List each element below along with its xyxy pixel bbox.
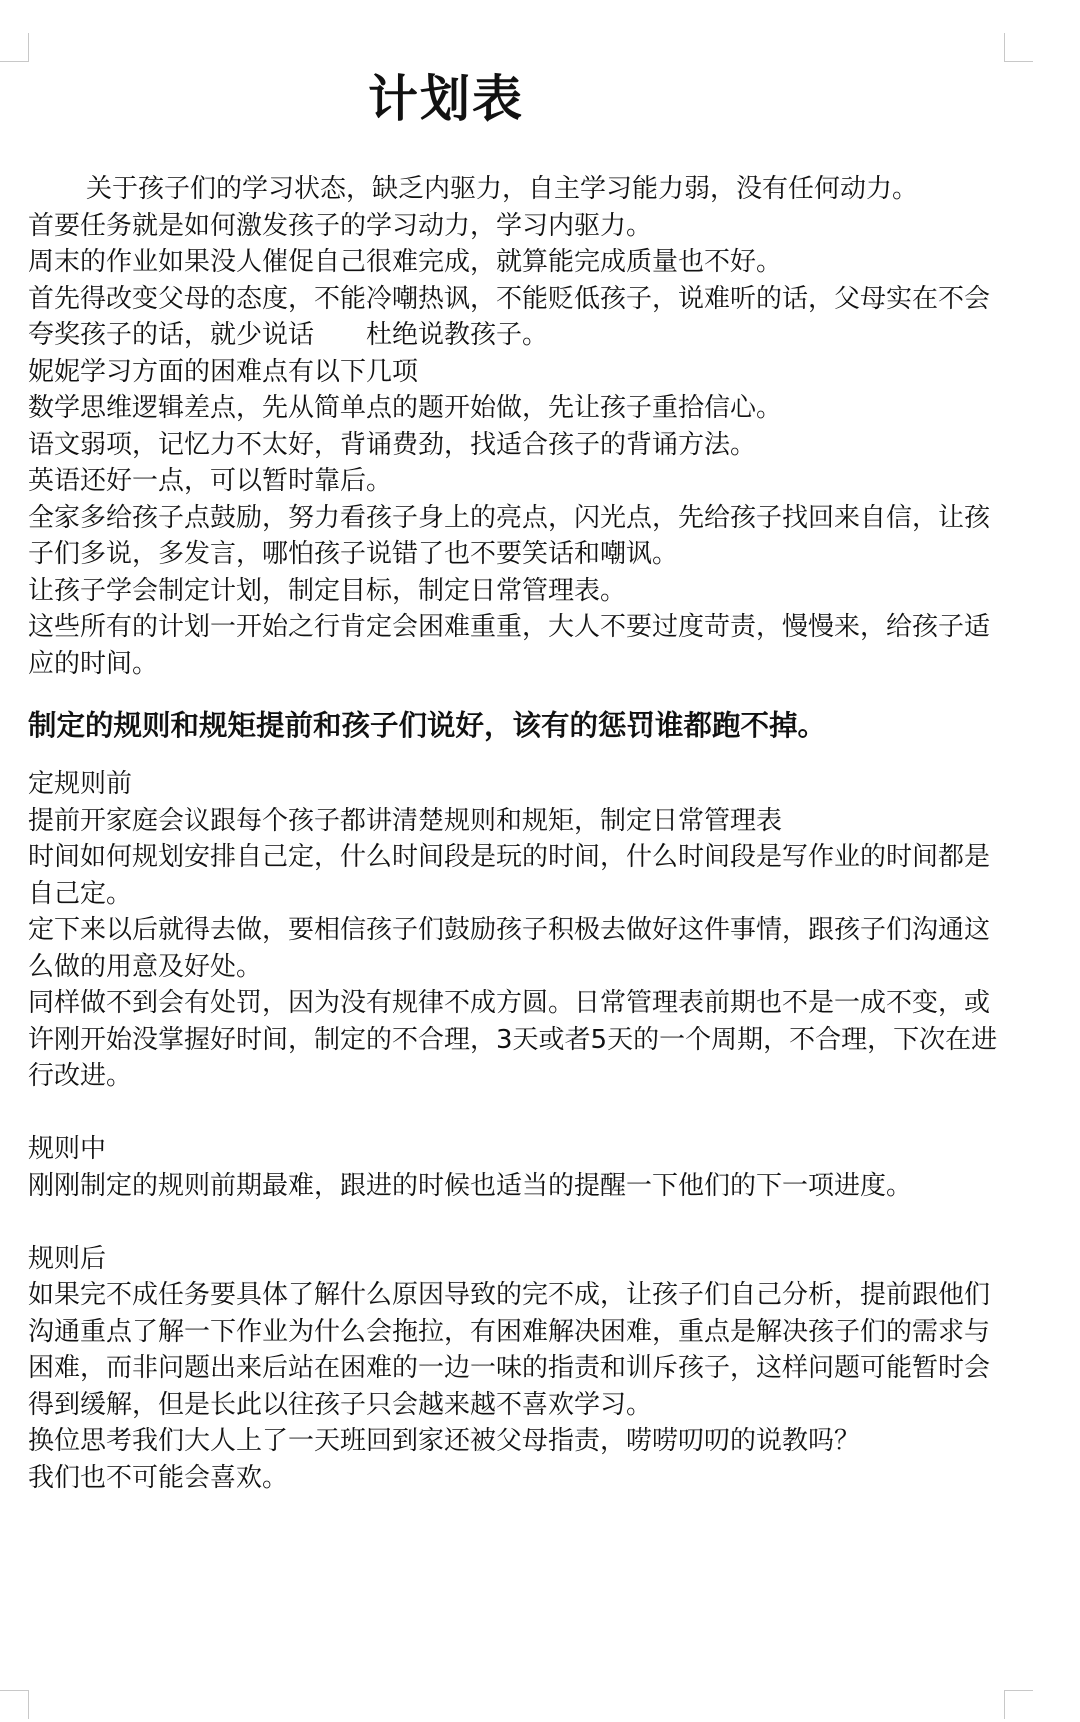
paragraph: 换位思考我们大人上了一天班回到家还被父母指责，唠唠叨叨的说教吗？ xyxy=(28,1426,861,1456)
paragraph: 首先得改变父母的态度，不能冷嘲热讽，不能贬低孩子，说难听的话，父母实在不会夸奖孩子的话，就少说话 杜绝说教孩子。 xyxy=(28,283,991,350)
paragraph: 首要任务就是如何激发孩子的学习动力，学习内驱力。 xyxy=(28,210,653,241)
paragraph: 同样做不到会有处罚，因为没有规律不成方圆。日常管理表前期也不是一成不变，或许刚开始没掌握好时间，制定的不合理，3天或者5天的一个周期，不合理，下次在进行改进。 xyxy=(28,988,998,1091)
emphasis-heading: 制定的规则和规矩提前和孩子们说好，该有的惩罚谁都跑不掉。 xyxy=(28,709,827,742)
paragraph: 定下来以后就得去做，要相信孩子们鼓励孩子积极去做好这件事情，跟孩子们沟通这么做的用意及好处。 xyxy=(28,915,991,982)
paragraph: 周末的作业如果没人催促自己很难完成，就算能完成质量也不好。 xyxy=(28,247,783,277)
document-title: 计划表 xyxy=(368,70,524,128)
paragraph: 如果完不成任务要具体了解什么原因导致的完不成，让孩子们自己分析，提前跟他们沟通重点了解一下作业为什么会拖拉，有困难解决困难，重点是解决孩子们的需求与困难，而非问题出来后站在困难的一边一味的指责和训斥孩子，这样问题可能暂时会得到缓解，但是长此以往孩子只会越来越不喜欢学习。 xyxy=(28,1280,991,1420)
paragraph: 这些所有的计划一开始之行肯定会困难重重，大人不要过度苛责，慢慢来，给孩子适应的时间。 xyxy=(28,612,991,679)
blank-line xyxy=(28,1095,1008,1132)
paragraph: 刚刚制定的规则前期最难，跟进的时候也适当的提醒一下他们的下一项进度。 xyxy=(28,1170,913,1201)
section-heading-before: 定规则前 xyxy=(28,769,133,799)
paragraph: 英语还好一点，可以暂时靠后。 xyxy=(28,466,393,496)
page-corner-mark xyxy=(0,1690,29,1719)
document-body xyxy=(28,171,1008,1496)
paragraph: 提前开家庭会议跟每个孩子都讲清楚规则和规矩，制定日常管理表 xyxy=(28,805,783,836)
paragraph: 关于孩子们的学习状态，缺乏内驱力，自主学习能力弱，没有任何动力。 xyxy=(86,174,919,204)
paragraph: 我们也不可能会喜欢。 xyxy=(28,1462,289,1493)
paragraph: 数学思维逻辑差点，先从简单点的题开始做，先让孩子重拾信心。 xyxy=(28,393,783,423)
section-heading-during: 规则中 xyxy=(28,1134,107,1164)
blank-line xyxy=(28,1204,1008,1241)
paragraph: 妮妮学习方面的困难点有以下几项 xyxy=(28,356,419,387)
page-corner-mark xyxy=(1004,33,1033,62)
page-corner-mark xyxy=(0,33,29,62)
section-heading-after: 规则后 xyxy=(28,1243,107,1274)
paragraph: 让孩子学会制定计划，制定目标，制定日常管理表。 xyxy=(28,575,627,606)
paragraph: 时间如何规划安排自己定，什么时间段是玩的时间，什么时间段是写作业的时间都是自己定。 xyxy=(28,842,991,909)
paragraph: 全家多给孩子点鼓励，努力看孩子身上的亮点，闪光点，先给孩子找回来自信，让孩子们多说，多发言，哪怕孩子说错了也不要笑话和嘲讽。 xyxy=(28,502,991,569)
page-corner-mark xyxy=(1004,1690,1033,1719)
paragraph: 语文弱项，记忆力不太好，背诵费劲，找适合孩子的背诵方法。 xyxy=(28,429,757,460)
